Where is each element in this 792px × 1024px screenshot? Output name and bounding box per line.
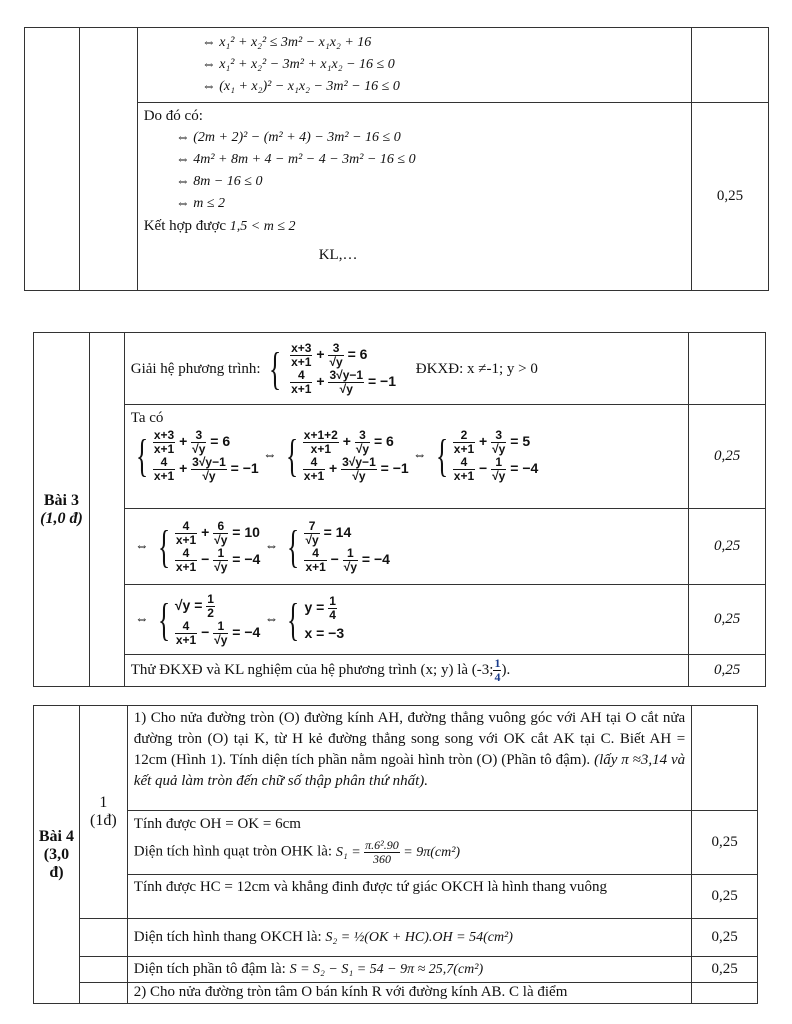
step2: Tính được HC = 12cm và khẳng đinh được tứ giác OKCH là hình thang vuông — [133, 879, 608, 895]
step2-cell — [127, 875, 691, 919]
ta-co: Ta có — [130, 410, 164, 426]
math-line: ⇔ m ≤ 2 — [175, 196, 226, 211]
bai3-label-cell — [34, 333, 90, 687]
bai4-points-2: đ) — [49, 863, 64, 881]
kl-nghiem: Thử ĐKXĐ và KL nghiệm của hệ phương trình (x; y) là (-3; — [130, 661, 494, 678]
ket-hop: Kết hợp được — [143, 218, 227, 234]
step3: Diện tích hình thang OKCH là: — [133, 929, 322, 945]
bai3-row1 — [124, 333, 688, 405]
cell-lines-top — [137, 28, 691, 103]
math-line: ⇔ x₁² + x₂² − 3m² + x₁x₂ − 16 ≤ 0 — [201, 57, 395, 72]
score: 0,25 — [689, 585, 766, 655]
table-bai4 — [33, 705, 758, 1004]
bai4-label: Bài 4 — [38, 827, 74, 845]
problem-note: (lấy π ≈3,14 và kết quả làm tròn đến chữ số thập phân thứ nhất). — [133, 752, 686, 789]
score-empty — [692, 983, 758, 1004]
ket-hop-math: 1,5 < m ≤ 2 — [229, 219, 296, 234]
equation-system: $\frac{x+3}{x+1}$ + $\frac{3}{√y}$ = 6 $\frac{4}{x+1}$ + $\frac{3√y-1}{√y}$ = −1 — [291, 340, 396, 396]
score: 0,25 — [692, 957, 758, 983]
bai3-row3: ⇔ { $\frac{4}{x+1}$ + $\frac{6}{√y}$ = 10 $\frac{4}{x+1}$ − $\frac{1}{√y}$ = −4 ⇔ { $\frac{7}{√y}$ = 14 $\frac{4}{x+1}$ − $\frac{1}{√y}$ = −4 — [124, 509, 688, 585]
score: 0,25 — [692, 919, 758, 957]
next-problem: 2) Cho nửa đường tròn tâm O bán kính R với đường kính AB. C là điểm — [133, 984, 568, 1000]
score: 0,25 — [689, 509, 766, 585]
bai3-sub-empty — [89, 333, 124, 687]
step1-b: Diện tích hình quạt tròn OHK là: — [133, 843, 333, 860]
kl: KL,… — [318, 247, 358, 263]
bai4-sub-empty — [79, 957, 127, 983]
score: 0,25 — [689, 655, 766, 687]
step4: Diện tích phần tô đậm là: — [133, 961, 286, 977]
math-line: ⇔ 8m − 16 ≤ 0 — [175, 174, 263, 189]
score-empty — [692, 28, 769, 103]
math-line: ⇔ x₁² + x₂² ≤ 3m² − x₁x₂ + 16 — [201, 35, 372, 50]
dkxd: ĐKXĐ: x ≠-1; y > 0 — [415, 360, 538, 377]
kl-close: ). — [501, 661, 511, 678]
math-line: ⇔ 4m² + 8m + 4 − m² − 4 − 3m² − 16 ≤ 0 — [175, 152, 416, 167]
step1-cell: Tính được OH = OK = 6cm Diện tích hình quạt tròn OHK là: S₁ = $\frac{\text{π.6².90}}{360}$ = 9π(cm²) — [127, 811, 691, 875]
step3-cell — [127, 919, 691, 957]
step4-cell — [127, 957, 691, 983]
problem-text: 1) Cho nửa đường tròn (O) đường kính AH, đường thẳng vuông góc với AH tại O cắt nửa đường tròn (O) tại K, từ H kẻ đường thẳng song song với OK cắt AK tại C. Biết AH = 12cm (Hình 1). Tính diện tích phần nằm ngoài hình tròn (O) (Phần tô đậm). — [133, 710, 686, 768]
table-bai3 — [33, 332, 766, 687]
step4-math: S = S₂ − S₁ = 54 − 9π ≈ 25,7(cm²) — [289, 962, 484, 977]
score-empty — [692, 706, 758, 811]
bai4-sub-empty — [79, 983, 127, 1004]
step3-math: S₂ = ½(OK + HC).OH = 54(cm²) — [325, 930, 513, 945]
sub-pts: (1đ) — [90, 812, 117, 829]
cell-lines-mid — [137, 103, 691, 291]
bai4-points-1: (3,0 — [43, 845, 70, 863]
do-do-co: Do đó có: — [143, 108, 203, 124]
bai3-label: Bài 3 — [43, 491, 79, 509]
score: 0,25 — [692, 875, 758, 919]
bai4-sub-empty — [79, 919, 127, 957]
sub-no: 1 — [99, 794, 108, 811]
problem-cell — [127, 706, 691, 811]
math-line: ⇔ (2m + 2)² − (m² + 4) − 3m² − 16 ≤ 0 — [175, 130, 401, 145]
table-continued — [24, 27, 769, 291]
score-empty — [689, 333, 766, 405]
score: 0,25 — [689, 405, 766, 509]
bai3-row4: ⇔ { √y = $\frac{1}{2}$ $\frac{4}{x+1}$ − $\frac{1}{√y}$ = −4 ⇔ { y = $\frac{1}{4}$ x = −3 — [124, 585, 688, 655]
col-sub-empty — [79, 28, 137, 291]
bai3-points: (1,0 đ) — [40, 509, 83, 527]
col-bai-empty — [25, 28, 80, 291]
bai3-row2: Ta có { $\frac{x+3}{x+1}$ + $\frac{3}{√y}$ = 6 $\frac{4}{x+1}$ + $\frac{3√y-1}{√y}$ = −1 ⇔ { $\frac{x+1+2}{x+1}$ + $\frac{3}{√y}$ = 6 $\frac{4}{x+1}$ + $\frac{3√y-1}{√y}$ = −1 ⇔ { $\frac{2}{x+1}$ + $\frac{3}{√y}$ = 5 $\frac{4}{x+1}$ − $\frac{1}{√y}$ = −4 — [124, 405, 688, 509]
giai-he-label: Giải hệ phương trình: — [130, 360, 261, 377]
step1-a: Tính được OH = OK = 6cm — [133, 816, 301, 832]
next-problem-cell — [127, 983, 691, 1004]
bai4-sub-cell — [79, 706, 127, 919]
score: 0,25 — [692, 103, 769, 291]
brace-icon: { — [269, 342, 282, 394]
score: 0,25 — [692, 811, 758, 875]
bai4-label-cell — [34, 706, 80, 1004]
bai3-row5: Thử ĐKXĐ và KL nghiệm của hệ phương trình (x; y) là (-3; $\frac{1}{4}$ ). — [124, 655, 688, 687]
math-line: ⇔ (x₁ + x₂)² − x₁x₂ − 3m² − 16 ≤ 0 — [201, 79, 400, 94]
